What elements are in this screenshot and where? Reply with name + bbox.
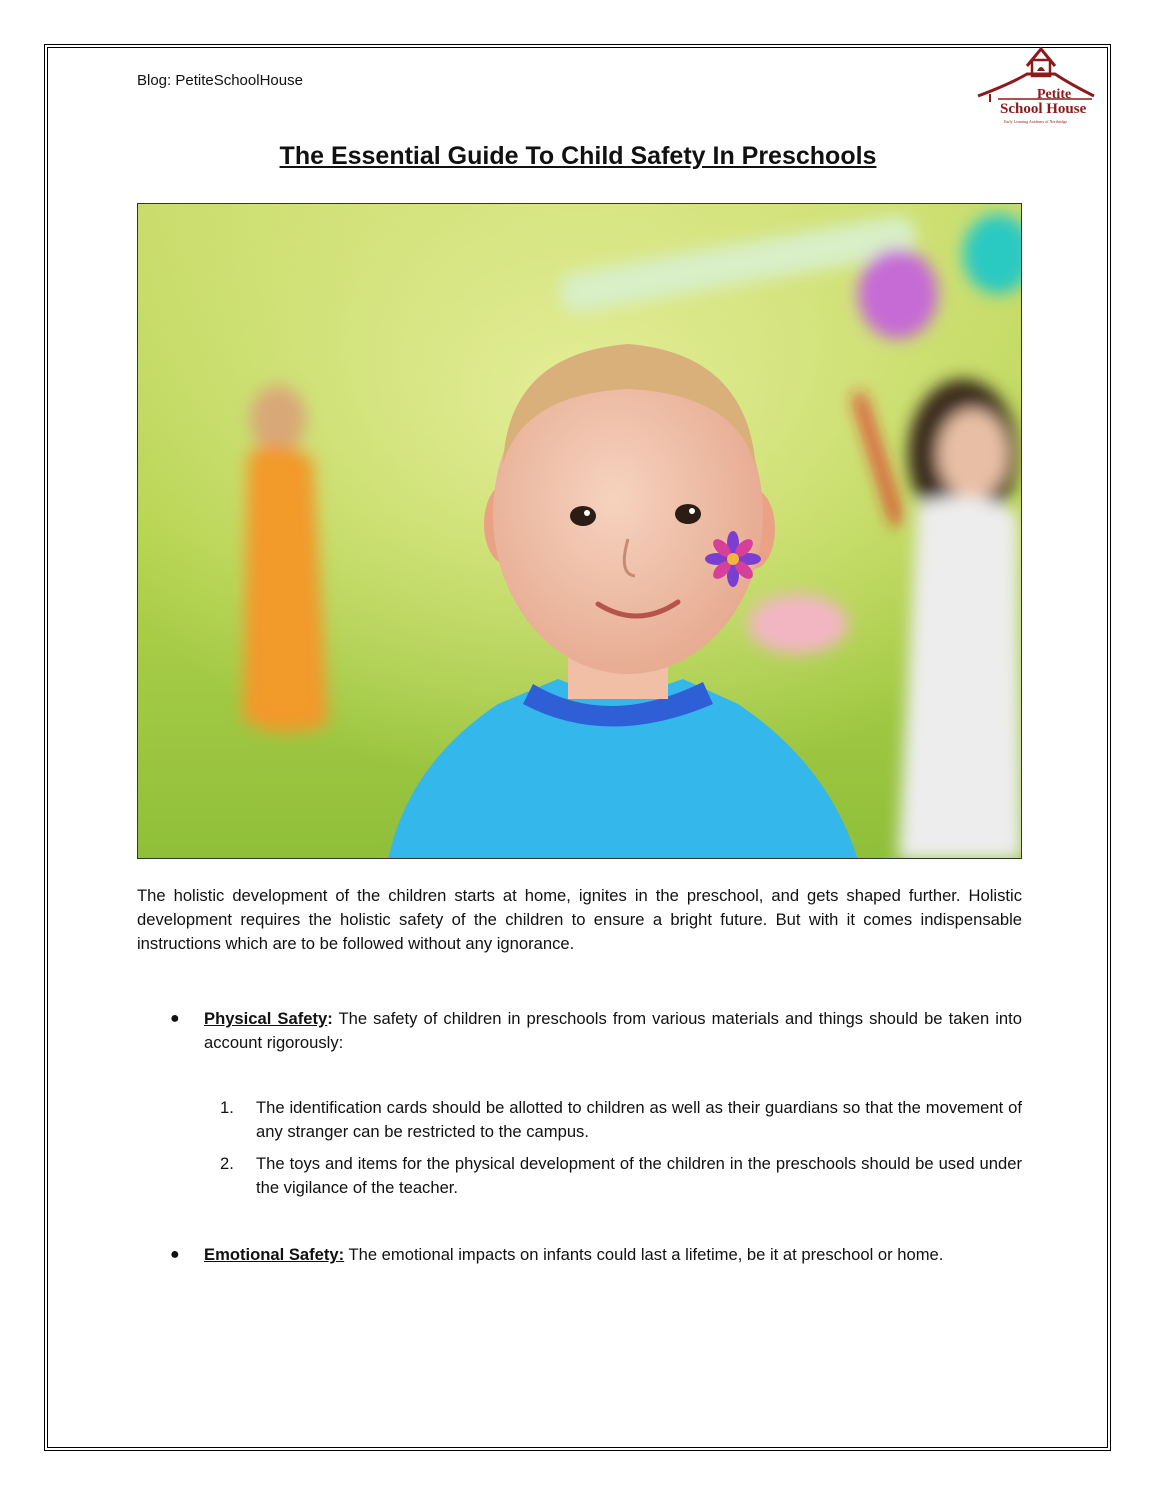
list-number: 1.: [220, 1098, 234, 1117]
bullet-body: The safety of children in preschools from various materials and things should be taken into account rigorously:: [204, 1009, 1022, 1052]
blog-label: Blog: PetiteSchoolHouse: [137, 72, 303, 89]
bullet-text: [204, 1007, 1022, 1055]
list-item-text: The identification cards should be allotted to children as well as their guardians so that the movement of any stranger can be restricted to the campus.: [256, 1098, 1022, 1141]
bullet-icon: ●: [170, 1246, 180, 1263]
logo-text-school-house: School House: [1000, 101, 1087, 117]
list-item-text: The toys and items for the physical development of the children in the preschools should be used under the vigilance of the teacher.: [256, 1154, 1022, 1197]
hero-photo-child: [137, 203, 1022, 859]
child-portrait-image: [138, 204, 1022, 859]
bullet-heading-colon: :: [327, 1009, 333, 1028]
bullet-text: [204, 1243, 1022, 1267]
intro-paragraph: The holistic development of the children starts at home, ignites in the preschool, and gets shaped further. Holistic development requires the holistic safety of the children to ensure a bright future. But with it comes indispensable instructions which are to be followed without any ignorance.: [137, 886, 1022, 953]
bullet-body: The emotional impacts on infants could last a lifetime, be it at preschool or home.: [344, 1245, 944, 1264]
logo-text-petite: Petite: [1037, 87, 1072, 102]
bullet-icon: ●: [170, 1010, 180, 1027]
page-title: The Essential Guide To Child Safety In Preschools: [279, 142, 877, 170]
bullet-heading: Emotional Safety:: [204, 1245, 345, 1264]
list-number: 2.: [220, 1154, 234, 1173]
logo-tagline: Early Learning Academy of Northridge: [1004, 119, 1068, 124]
bullet-heading: Physical Safety: [204, 1009, 328, 1028]
